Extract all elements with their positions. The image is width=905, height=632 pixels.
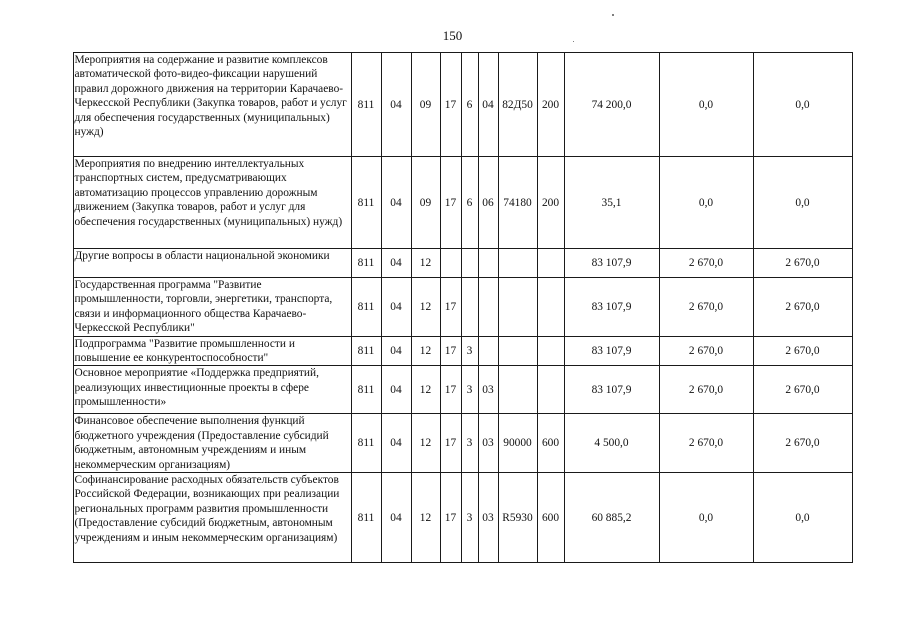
section-code-cell: 04 [381,157,411,249]
section-code-cell: 04 [381,366,411,414]
amount-year2-cell: 2 670,0 [659,336,753,366]
subsection-code-cell: 12 [411,249,440,278]
expense-name-cell: Другие вопросы в области национальной экономики [73,249,351,278]
subprogram-code-cell: 6 [461,53,478,157]
margin-cell [49,366,73,414]
amount-year2-cell: 0,0 [659,473,753,563]
expense-type-cell: 600 [537,473,564,563]
subprogram-code-cell: 3 [461,473,478,563]
expense-type-cell [537,366,564,414]
amount-year2-cell: 0,0 [659,157,753,249]
amount-year3-cell: 0,0 [753,473,852,563]
margin-cell [49,249,73,278]
section-code-cell: 04 [381,473,411,563]
subprogram-code-cell [461,278,478,337]
scan-speck [612,14,614,16]
program-code-cell [440,249,461,278]
target-article-cell: R5930 [498,473,537,563]
subsection-code-cell: 09 [411,157,440,249]
subprogram-code-cell: 3 [461,414,478,473]
subsection-code-cell: 12 [411,414,440,473]
measure-code-cell: 03 [478,473,498,563]
section-code-cell: 04 [381,278,411,337]
expense-name-cell: Финансовое обеспечение выполнения функций бюджетного учреждения (Предоставление субсидий бюджетным, автономным учреждениям и иным некоммерческим организациям) [73,414,351,473]
measure-code-cell [478,249,498,278]
target-article-cell [498,278,537,337]
expense-type-cell [537,278,564,337]
expense-type-cell [537,249,564,278]
amount-year2-cell: 0,0 [659,53,753,157]
measure-code-cell [478,336,498,366]
program-code-cell: 17 [440,366,461,414]
subsection-code-cell: 12 [411,278,440,337]
margin-cell [49,473,73,563]
program-code-cell: 17 [440,414,461,473]
measure-code-cell: 03 [478,414,498,473]
amount-year3-cell: 0,0 [753,53,852,157]
table-row [49,336,852,366]
program-code-cell: 17 [440,473,461,563]
ministry-code-cell: 811 [351,249,381,278]
margin-cell [49,157,73,249]
target-article-cell [498,366,537,414]
table-row [49,278,852,337]
table-row [49,366,852,414]
table-row [49,473,852,563]
program-code-cell: 17 [440,53,461,157]
subprogram-code-cell: 3 [461,366,478,414]
margin-cell [49,278,73,337]
margin-cell [49,53,73,157]
table-row [49,414,852,473]
budget-table [49,52,853,563]
amount-year3-cell: 2 670,0 [753,336,852,366]
amount-year1-cell: 60 885,2 [564,473,659,563]
amount-year2-cell: 2 670,0 [659,249,753,278]
amount-year1-cell: 83 107,9 [564,278,659,337]
table-row [49,53,852,157]
subsection-code-cell: 12 [411,336,440,366]
ministry-code-cell: 811 [351,157,381,249]
subprogram-code-cell: 6 [461,157,478,249]
expense-name-cell: Мероприятия на содержание и развитие комплексов автоматической фото-видео-фиксации нарушений правил дорожного движения на территории Карачаево-Черкесской Республики (Закупка товаров, работ и услуг для обеспечения государственных (муниципальных) нужд) [73,53,351,157]
section-code-cell: 04 [381,414,411,473]
measure-code-cell: 06 [478,157,498,249]
measure-code-cell [478,278,498,337]
target-article-cell [498,249,537,278]
amount-year1-cell: 35,1 [564,157,659,249]
section-code-cell: 04 [381,249,411,278]
ministry-code-cell: 811 [351,473,381,563]
expense-name-cell: Государственная программа "Развитие промышленности, торговли, энергетики, транспорта, связи и информационного общества Карачаево-Черкесской Республики" [73,278,351,337]
subsection-code-cell: 09 [411,53,440,157]
target-article-cell [498,336,537,366]
ministry-code-cell: 811 [351,278,381,337]
expense-type-cell: 200 [537,157,564,249]
target-article-cell: 82Д50 [498,53,537,157]
expense-type-cell: 600 [537,414,564,473]
program-code-cell: 17 [440,336,461,366]
amount-year1-cell: 83 107,9 [564,366,659,414]
amount-year3-cell: 0,0 [753,157,852,249]
table-row [49,157,852,249]
program-code-cell: 17 [440,157,461,249]
scan-speck [573,41,574,42]
program-code-cell: 17 [440,278,461,337]
amount-year2-cell: 2 670,0 [659,278,753,337]
expense-type-cell: 200 [537,53,564,157]
amount-year1-cell: 74 200,0 [564,53,659,157]
expense-name-cell: Мероприятия по внедрению интеллектуальных транспортных систем, предусматривающих автоматизацию процессов управлению дорожным движением (Закупка товаров, работ и услуг для обеспечения государственных (муниципальных) нужд) [73,157,351,249]
subprogram-code-cell [461,249,478,278]
page-number: 150 [442,28,463,43]
table-row [49,249,852,278]
expense-name-cell: Софинансирование расходных обязательств субъектов Российской Федерации, возникающих при реализации региональных программ развития промышленности (Предоставление субсидий бюджетным, автономным учреждениям и иным некоммерческим организациям) [73,473,351,563]
measure-code-cell: 03 [478,366,498,414]
expense-type-cell [537,336,564,366]
amount-year1-cell: 4 500,0 [564,414,659,473]
measure-code-cell: 04 [478,53,498,157]
section-code-cell: 04 [381,336,411,366]
amount-year3-cell: 2 670,0 [753,366,852,414]
ministry-code-cell: 811 [351,366,381,414]
subsection-code-cell: 12 [411,473,440,563]
ministry-code-cell: 811 [351,53,381,157]
section-code-cell: 04 [381,53,411,157]
expense-name-cell: Подпрограмма "Развитие промышленности и повышение ее конкурентоспособности" [73,336,351,366]
amount-year3-cell: 2 670,0 [753,249,852,278]
ministry-code-cell: 811 [351,336,381,366]
amount-year2-cell: 2 670,0 [659,414,753,473]
margin-cell [49,336,73,366]
target-article-cell: 90000 [498,414,537,473]
subprogram-code-cell: 3 [461,336,478,366]
amount-year3-cell: 2 670,0 [753,278,852,337]
amount-year3-cell: 2 670,0 [753,414,852,473]
ministry-code-cell: 811 [351,414,381,473]
amount-year1-cell: 83 107,9 [564,336,659,366]
amount-year2-cell: 2 670,0 [659,366,753,414]
target-article-cell: 74180 [498,157,537,249]
amount-year1-cell: 83 107,9 [564,249,659,278]
subsection-code-cell: 12 [411,366,440,414]
margin-cell [49,414,73,473]
expense-name-cell: Основное мероприятие «Поддержка предприятий, реализующих инвестиционные проекты в сфере промышленности» [73,366,351,414]
